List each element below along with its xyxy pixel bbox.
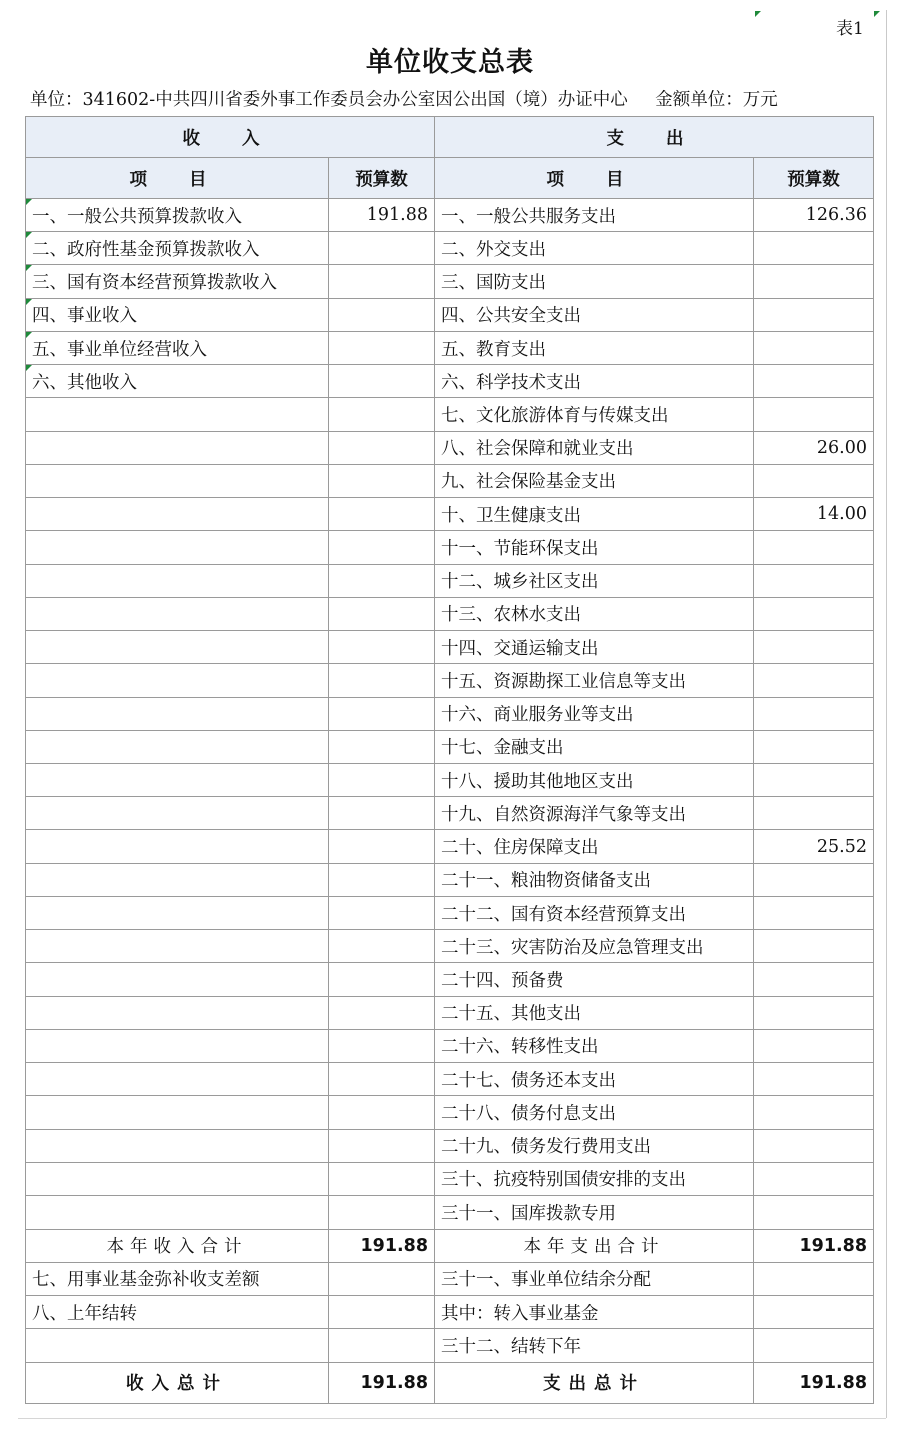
expenditure-value	[754, 331, 874, 364]
table-row	[26, 331, 874, 364]
expenditure-item: 五、教育支出	[435, 331, 754, 364]
expenditure-value	[754, 930, 874, 963]
income-item-text: 二、政府性基金预算拨款收入	[32, 239, 260, 260]
column-header-row	[26, 158, 874, 199]
income-item	[26, 331, 329, 364]
income-value	[329, 564, 435, 597]
expenditure-value	[754, 1129, 874, 1162]
table-row	[26, 531, 874, 564]
income-item	[26, 498, 329, 531]
table-row	[26, 797, 874, 830]
income-value	[329, 930, 435, 963]
page-border-bottom	[18, 1418, 886, 1419]
expenditure-value	[754, 896, 874, 929]
income-value	[329, 431, 435, 464]
income-value	[329, 365, 435, 398]
expenditure-item: 二十六、转移性支出	[435, 1029, 754, 1062]
income-value	[329, 1029, 435, 1062]
expenditure-budget-header: 预算数	[754, 158, 874, 199]
income-item-text: 四、事业收入	[32, 306, 137, 327]
income-item	[26, 398, 329, 431]
expenditure-item: 十四、交通运输支出	[435, 631, 754, 664]
page-title: 单位收支总表	[366, 47, 534, 78]
income-item	[26, 1129, 329, 1162]
expenditure-value	[754, 863, 874, 896]
table-row	[26, 298, 874, 331]
expenditure-value	[754, 265, 874, 298]
table-row	[26, 498, 874, 531]
table-row	[26, 1162, 874, 1195]
expenditure-value	[754, 996, 874, 1029]
expenditure-value	[754, 232, 874, 265]
cell-comment-marker	[874, 11, 880, 17]
income-item	[26, 1096, 329, 1129]
income-value	[329, 1096, 435, 1129]
income-value	[329, 1129, 435, 1162]
table-row	[26, 1029, 874, 1062]
section-header-row	[26, 117, 874, 158]
table-row	[26, 398, 874, 431]
income-value	[329, 298, 435, 331]
unit-name: 单位：341602-中共四川省委外事工作委员会办公室因公出国（境）办证中心	[30, 90, 628, 110]
page-border-right	[886, 10, 887, 1418]
income-value	[329, 265, 435, 298]
expenditure-item: 二十九、债务发行费用支出	[435, 1129, 754, 1162]
table-row	[26, 830, 874, 863]
income-value	[329, 1063, 435, 1096]
expenditure-item: 二十一、粮油物资储备支出	[435, 863, 754, 896]
income-item	[26, 1162, 329, 1195]
expenditure-item: 十八、援助其他地区支出	[435, 763, 754, 796]
income-value	[329, 830, 435, 863]
income-value	[329, 797, 435, 830]
expenditure-value	[754, 664, 874, 697]
table-row	[26, 763, 874, 796]
income-value	[329, 1262, 435, 1295]
income-item	[26, 763, 329, 796]
expenditure-item: 二十七、债务还本支出	[435, 1063, 754, 1096]
income-item: 七、用事业基金弥补收支差额	[26, 1262, 329, 1295]
income-item	[26, 1329, 329, 1362]
income-value	[329, 963, 435, 996]
expenditure-item: 十一、节能环保支出	[435, 531, 754, 564]
income-item	[26, 896, 329, 929]
expenditure-item-header: 项 目	[435, 158, 754, 199]
table-row	[26, 1196, 874, 1230]
expenditure-header: 支 出	[435, 117, 874, 158]
table-row	[26, 597, 874, 630]
income-item	[26, 664, 329, 697]
expenditure-value	[754, 1329, 874, 1362]
income-item	[26, 730, 329, 763]
expenditure-value	[754, 1262, 874, 1295]
expenditure-value: 126.36	[754, 199, 874, 232]
expenditure-item: 二十二、国有资本经营预算支出	[435, 896, 754, 929]
table-row	[26, 631, 874, 664]
expenditure-item: 二十四、预备费	[435, 963, 754, 996]
table-row	[26, 896, 874, 929]
income-value	[329, 664, 435, 697]
income-value	[329, 398, 435, 431]
expenditure-item: 其中：转入事业基金	[435, 1296, 754, 1329]
income-item	[26, 597, 329, 630]
expenditure-value	[754, 1096, 874, 1129]
income-value	[329, 863, 435, 896]
income-value	[329, 464, 435, 497]
cell-comment-marker	[26, 265, 32, 271]
income-value	[329, 1329, 435, 1362]
income-value	[329, 531, 435, 564]
expenditure-value	[754, 763, 874, 796]
income-item	[26, 531, 329, 564]
table-row	[26, 1129, 874, 1162]
expenditure-item: 九、社会保险基金支出	[435, 464, 754, 497]
income-item	[26, 963, 329, 996]
expenditure-item: 八、社会保障和就业支出	[435, 431, 754, 464]
expenditure-item: 二十八、债务付息支出	[435, 1096, 754, 1129]
expenditure-item: 三十一、国库拨款专用	[435, 1196, 754, 1230]
expenditure-value	[754, 365, 874, 398]
income-item	[26, 1029, 329, 1062]
table-row	[26, 863, 874, 896]
expenditure-value	[754, 597, 874, 630]
income-subtotal-label: 本年收入合计	[26, 1229, 329, 1262]
income-item	[26, 365, 329, 398]
expenditure-item: 一、一般公共服务支出	[435, 199, 754, 232]
expenditure-subtotal-label: 本年支出合计	[435, 1229, 754, 1262]
subtotal-row	[26, 1229, 874, 1262]
income-value: 191.88	[329, 199, 435, 232]
table-row	[26, 1063, 874, 1096]
income-item	[26, 464, 329, 497]
table-row	[26, 930, 874, 963]
expenditure-item: 二、外交支出	[435, 232, 754, 265]
income-value	[329, 996, 435, 1029]
income-item-text: 五、事业单位经营收入	[32, 339, 207, 360]
income-total-label: 收入总计	[26, 1362, 329, 1403]
income-item-text: 一、一般公共预算拨款收入	[32, 206, 242, 227]
expenditure-item: 三十二、结转下年	[435, 1329, 754, 1362]
expenditure-value	[754, 730, 874, 763]
expenditure-value	[754, 298, 874, 331]
income-item	[26, 232, 329, 265]
expenditure-item: 二十三、灾害防治及应急管理支出	[435, 930, 754, 963]
income-item	[26, 930, 329, 963]
expenditure-value	[754, 564, 874, 597]
income-header: 收 入	[26, 117, 435, 158]
unit-line	[30, 86, 890, 111]
expenditure-item: 二十五、其他支出	[435, 996, 754, 1029]
expenditure-value	[754, 1196, 874, 1230]
table-row	[26, 664, 874, 697]
expenditure-item: 十三、农林水支出	[435, 597, 754, 630]
cell-comment-marker	[26, 332, 32, 338]
expenditure-value	[754, 797, 874, 830]
expenditure-value	[754, 464, 874, 497]
expenditure-value	[754, 1162, 874, 1195]
income-item-text: 三、国有资本经营预算拨款收入	[32, 273, 277, 294]
expenditure-value	[754, 398, 874, 431]
income-item	[26, 797, 329, 830]
table-row	[26, 265, 874, 298]
income-value	[329, 232, 435, 265]
income-item	[26, 863, 329, 896]
expenditure-item: 三十一、事业单位结余分配	[435, 1262, 754, 1295]
table-row	[26, 1262, 874, 1295]
income-value	[329, 763, 435, 796]
income-value	[329, 896, 435, 929]
expenditure-value: 26.00	[754, 431, 874, 464]
expenditure-item: 六、科学技术支出	[435, 365, 754, 398]
expenditure-subtotal-value: 191.88	[754, 1229, 874, 1262]
income-item	[26, 564, 329, 597]
expenditure-total-value: 191.88	[754, 1362, 874, 1403]
table-row	[26, 1296, 874, 1329]
expenditure-item: 十、卫生健康支出	[435, 498, 754, 531]
expenditure-item: 二十、住房保障支出	[435, 830, 754, 863]
income-item	[26, 1063, 329, 1096]
income-item	[26, 830, 329, 863]
table-row	[26, 232, 874, 265]
expenditure-item: 十七、金融支出	[435, 730, 754, 763]
expenditure-item: 十九、自然资源海洋气象等支出	[435, 797, 754, 830]
expenditure-item: 七、文化旅游体育与传媒支出	[435, 398, 754, 431]
cell-comment-marker	[26, 299, 32, 305]
table-row	[26, 1329, 874, 1362]
cell-comment-marker	[755, 11, 761, 17]
expenditure-item: 三、国防支出	[435, 265, 754, 298]
expenditure-value	[754, 1063, 874, 1096]
income-item	[26, 199, 329, 232]
table-row	[26, 1096, 874, 1129]
income-item-header: 项 目	[26, 158, 329, 199]
income-budget-header: 预算数	[329, 158, 435, 199]
sheet-number: 表1	[836, 19, 864, 39]
income-item	[26, 631, 329, 664]
income-value	[329, 730, 435, 763]
income-value	[329, 597, 435, 630]
expenditure-item: 四、公共安全支出	[435, 298, 754, 331]
expenditure-value	[754, 697, 874, 730]
expenditure-total-label: 支出总计	[435, 1362, 754, 1403]
income-item	[26, 298, 329, 331]
table-row	[26, 963, 874, 996]
income-value	[329, 697, 435, 730]
expenditure-value: 25.52	[754, 830, 874, 863]
income-value	[329, 498, 435, 531]
grand-total-row	[26, 1362, 874, 1403]
income-item	[26, 1196, 329, 1230]
budget-summary-table	[25, 116, 874, 1404]
income-item	[26, 996, 329, 1029]
table-row	[26, 697, 874, 730]
income-total-value: 191.88	[329, 1362, 435, 1403]
income-value	[329, 1296, 435, 1329]
expenditure-value	[754, 1029, 874, 1062]
income-value	[329, 631, 435, 664]
income-item: 八、上年结转	[26, 1296, 329, 1329]
income-item	[26, 265, 329, 298]
cell-comment-marker	[26, 232, 32, 238]
expenditure-value	[754, 1296, 874, 1329]
expenditure-value	[754, 531, 874, 564]
expenditure-item: 十五、资源勘探工业信息等支出	[435, 664, 754, 697]
income-value	[329, 1196, 435, 1230]
expenditure-item: 十六、商业服务业等支出	[435, 697, 754, 730]
cell-comment-marker	[26, 365, 32, 371]
expenditure-value: 14.00	[754, 498, 874, 531]
income-value	[329, 331, 435, 364]
table-row	[26, 365, 874, 398]
income-value	[329, 1162, 435, 1195]
income-item	[26, 697, 329, 730]
table-row	[26, 431, 874, 464]
income-subtotal-value: 191.88	[329, 1229, 435, 1262]
table-row	[26, 730, 874, 763]
table-row	[26, 464, 874, 497]
income-item	[26, 431, 329, 464]
table-row	[26, 199, 874, 232]
expenditure-item: 十二、城乡社区支出	[435, 564, 754, 597]
table-row	[26, 564, 874, 597]
expenditure-value	[754, 631, 874, 664]
expenditure-item: 三十、抗疫特别国债安排的支出	[435, 1162, 754, 1195]
expenditure-value	[754, 963, 874, 996]
income-item-text: 六、其他收入	[32, 372, 137, 393]
table-row	[26, 996, 874, 1029]
cell-comment-marker	[26, 199, 32, 205]
amount-unit: 金额单位：万元	[655, 90, 778, 110]
